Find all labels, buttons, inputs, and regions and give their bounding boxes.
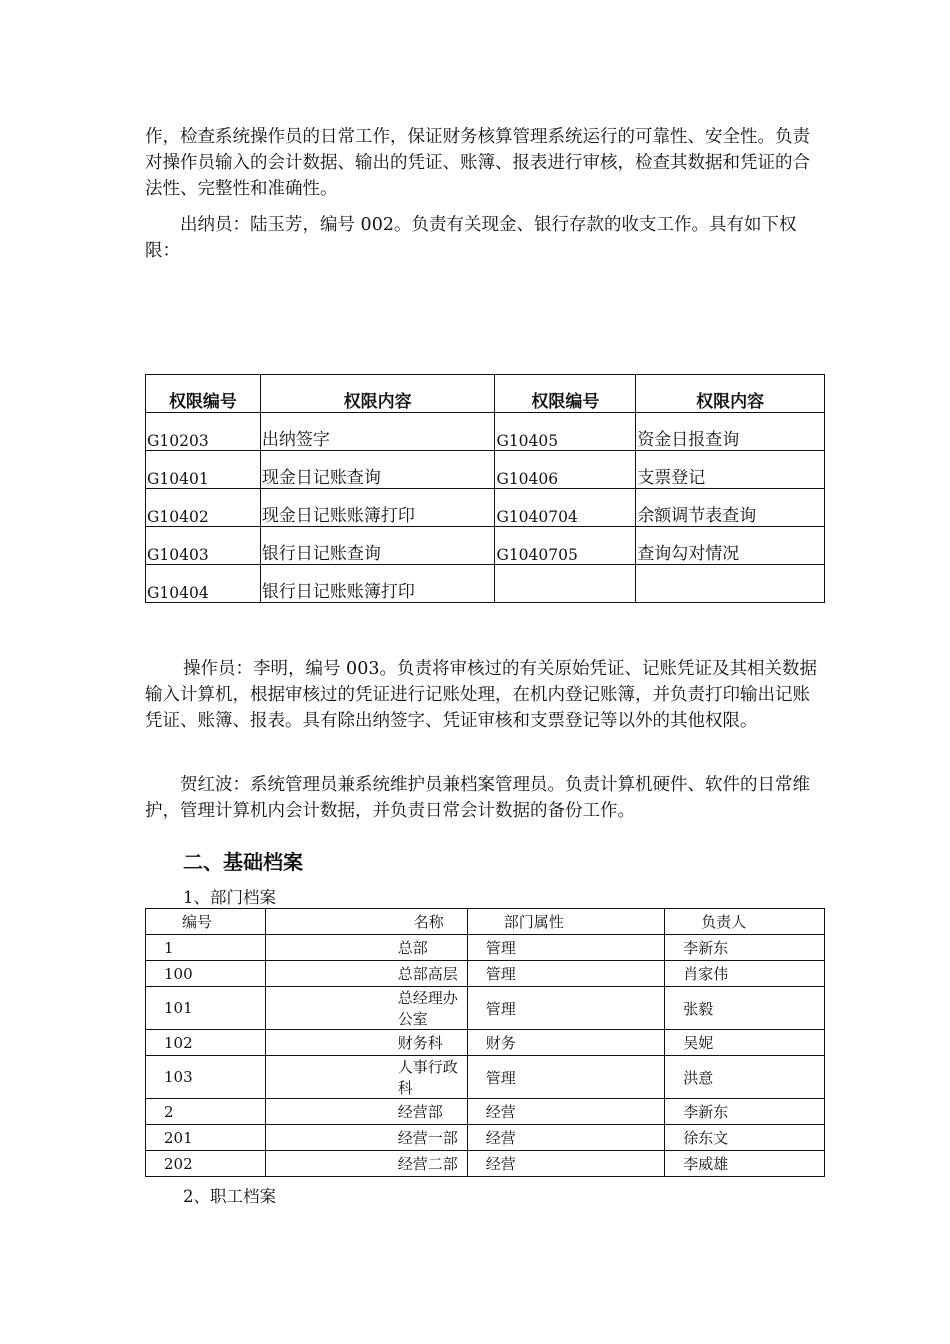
section-title: 二、基础档案 [183,850,303,874]
paragraph-system-admin: 贺红波：系统管理员兼系统维护员兼档案管理员。负责计算机硬件、软件的日常维护，管理计算机内会计数据，并负责日常会计数据的备份工作。 [145,775,810,821]
table-row [146,987,825,1030]
dept-code-cell: 100 [146,961,266,987]
table-row [146,565,825,603]
dept-name-cell: 总经理办公室 [265,987,467,1030]
header-permission-content: 权限内容 [636,375,825,413]
permission-code-cell: G10404 [146,565,261,603]
dept-name-cell: 经营二部 [265,1151,467,1177]
dept-code-cell: 1 [146,935,266,961]
dept-name-cell: 人事行政科 [265,1056,467,1099]
dept-manager-cell: 李新东 [665,1099,825,1125]
permission-code-cell [495,565,636,603]
table-row [146,1151,825,1177]
dept-attribute-cell: 经营 [467,1125,665,1151]
dept-name-cell: 总部高层 [265,961,467,987]
permission-code-cell: G10203 [146,413,261,451]
header-code: 编号 [146,909,266,935]
permission-table-header-row [146,375,825,413]
dept-code-cell: 102 [146,1030,266,1056]
permission-code-cell: G10402 [146,489,261,527]
table-row [146,413,825,451]
table-row [146,451,825,489]
permission-content-cell: 支票登记 [636,451,825,489]
table-row [146,1099,825,1125]
permission-code-cell: G10405 [495,413,636,451]
permission-code-cell: G10403 [146,527,261,565]
permission-content-cell: 银行日记账账簿打印 [260,565,495,603]
header-permission-code: 权限编号 [495,375,636,413]
dept-manager-cell: 徐东文 [665,1125,825,1151]
dept-attribute-cell: 经营 [467,1151,665,1177]
dept-name-cell: 经营一部 [265,1125,467,1151]
header-permission-content: 权限内容 [260,375,495,413]
dept-manager-cell: 洪意 [665,1056,825,1099]
dept-attribute-cell: 管理 [467,961,665,987]
department-table [145,908,825,1177]
permission-table [145,374,825,603]
header-name: 名称 [265,909,467,935]
dept-attribute-cell: 经营 [467,1099,665,1125]
dept-code-cell: 2 [146,1099,266,1125]
dept-manager-cell: 吴妮 [665,1030,825,1056]
dept-code-cell: 103 [146,1056,266,1099]
permission-content-cell: 查询勾对情况 [636,527,825,565]
permission-code-cell: G1040704 [495,489,636,527]
permission-content-cell: 现金日记账账簿打印 [260,489,495,527]
dept-attribute-cell: 管理 [467,1056,665,1099]
department-table-header-row [146,909,825,935]
header-attribute: 部门属性 [467,909,665,935]
header-manager: 负责人 [665,909,825,935]
header-permission-code: 权限编号 [146,375,261,413]
dept-attribute-cell: 管理 [467,987,665,1030]
permission-content-cell: 余额调节表查询 [636,489,825,527]
permission-code-cell: G1040705 [495,527,636,565]
table-row [146,527,825,565]
dept-code-cell: 202 [146,1151,266,1177]
table-row [146,1056,825,1099]
permission-code-cell: G10406 [495,451,636,489]
dept-attribute-cell: 管理 [467,935,665,961]
permission-content-cell: 出纳签字 [260,413,495,451]
dept-manager-cell: 张毅 [665,987,825,1030]
permission-code-cell: G10401 [146,451,261,489]
dept-manager-cell: 李新东 [665,935,825,961]
table-row [146,489,825,527]
permission-content-cell [636,565,825,603]
dept-code-cell: 101 [146,987,266,1030]
dept-name-cell: 总部 [265,935,467,961]
permission-content-cell: 现金日记账查询 [260,451,495,489]
permission-content-cell: 资金日报查询 [636,413,825,451]
subsection-title-employees: 2、职工档案 [183,1187,276,1206]
paragraph-operator: 操作员：李明，编号 003。负责将审核过的有关原始凭证、记账凭证及其相关数据输入计算机，根据审核过的凭证进行记账处理，在机内登记账簿，并负责打印输出记账凭证、账簿、报表。具有除出纳签字、凭证审核和支票登记等以外的其他权限。 [145,659,817,731]
table-row [146,935,825,961]
table-row [146,961,825,987]
paragraph-auditor-duties: 作，检查系统操作员的日常工作，保证财务核算管理系统运行的可靠性、安全性。负责对操作员输入的会计数据、输出的凭证、账簿、报表进行审核，检查其数据和凭证的合法性、完整性和准确性。 [145,127,810,199]
dept-manager-cell: 李威雄 [665,1151,825,1177]
dept-code-cell: 201 [146,1125,266,1151]
dept-manager-cell: 肖家伟 [665,961,825,987]
table-row [146,1125,825,1151]
paragraph-cashier: 出纳员：陆玉芳，编号 002。负责有关现金、银行存款的收支工作。具有如下权限： [145,215,797,261]
dept-name-cell: 财务科 [265,1030,467,1056]
dept-attribute-cell: 财务 [467,1030,665,1056]
dept-name-cell: 经营部 [265,1099,467,1125]
subsection-title-departments: 1、部门档案 [183,888,276,907]
table-row [146,1030,825,1056]
permission-content-cell: 银行日记账查询 [260,527,495,565]
